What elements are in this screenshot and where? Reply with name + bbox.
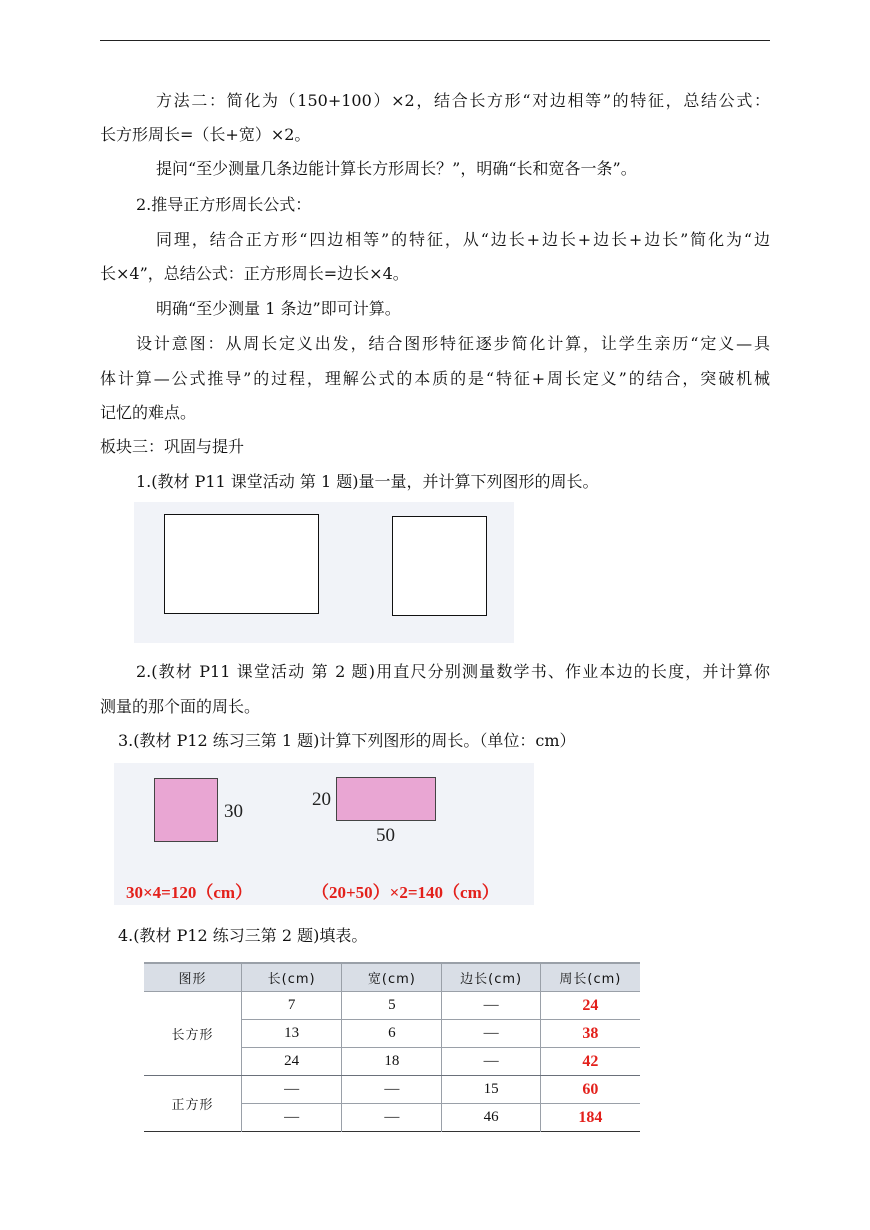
paragraph-square-formula: 长×4”，总结公式：正方形周长=边长×4。 [100, 264, 409, 283]
figure-perimeter-panel [114, 763, 534, 905]
shape-cell-square: 正方形 [144, 1076, 242, 1132]
cell-width: 5 [342, 992, 442, 1020]
pink-rectangle [336, 777, 436, 821]
pink-square [154, 778, 218, 842]
table-row [144, 1076, 640, 1104]
paragraph-method2: 方法二：简化为（150+100）×2，结合长方形“对边相等”的特征，总结公式： [156, 91, 770, 110]
section-heading: 板块三：巩固与提升 [100, 437, 245, 456]
answer-rect-perimeter: （20+50）×2=140（cm） [312, 883, 499, 902]
cell-side: — [442, 1048, 540, 1076]
header-perimeter: 周长(cm) [540, 963, 640, 992]
exercise-2-line1: 2.(教材 P11 课堂活动 第 2 题)用直尺分别测量数学书、作业本边的长度，并计算你 [136, 662, 770, 681]
cell-width: 6 [342, 1020, 442, 1048]
header-length: 长(cm) [242, 963, 342, 992]
rectangle-shape [164, 514, 319, 614]
cell-length: — [242, 1076, 342, 1104]
cell-perimeter: 38 [540, 1020, 640, 1048]
cell-width: — [342, 1076, 442, 1104]
header-shape: 图形 [144, 963, 242, 992]
header-side: 边长(cm) [442, 963, 540, 992]
cell-length: 24 [242, 1048, 342, 1076]
cell-side: — [442, 992, 540, 1020]
cell-perimeter: 24 [540, 992, 640, 1020]
cell-length: — [242, 1104, 342, 1132]
exercise-3: 3.(教材 P12 练习三第 1 题)计算下列图形的周长。（单位：cm） [118, 731, 576, 750]
rect-width-label: 20 [312, 789, 331, 810]
exercise-4: 4.(教材 P12 练习三第 2 题)填表。 [118, 926, 368, 945]
cell-side: — [442, 1020, 540, 1048]
table-header-row [144, 963, 640, 992]
cell-perimeter: 60 [540, 1076, 640, 1104]
answer-square-perimeter: 30×4=120（cm） [126, 883, 253, 902]
perimeter-table [144, 962, 640, 1132]
cell-side: 15 [442, 1076, 540, 1104]
cell-width: 18 [342, 1048, 442, 1076]
square-side-label: 30 [224, 801, 243, 822]
exercise-2-line2: 测量的那个面的周长。 [100, 697, 261, 716]
figure-measure-panel [134, 502, 514, 643]
cell-perimeter: 42 [540, 1048, 640, 1076]
paragraph-clarify: 明确“至少测量 1 条边”即可计算。 [156, 299, 401, 318]
shape-cell-rectangle: 长方形 [144, 992, 242, 1076]
paragraph-intent-2: 体计算—公式推导”的过程，理解公式的本质的是“特征+周长定义”的结合，突破机械 [100, 369, 770, 388]
cell-length: 13 [242, 1020, 342, 1048]
header-width: 宽(cm) [342, 963, 442, 992]
paragraph-heading-square: 2.推导正方形周长公式： [136, 195, 312, 214]
cell-width: — [342, 1104, 442, 1132]
table-row [144, 992, 640, 1020]
paragraph-intent-3: 记忆的难点。 [100, 403, 197, 422]
cell-perimeter: 184 [578, 1108, 603, 1126]
cell-length: 7 [242, 992, 342, 1020]
paragraph-intent-1: 设计意图：从周长定义出发，结合图形特征逐步简化计算，让学生亲历“定义—具 [136, 334, 770, 353]
cell-side: 46 [442, 1104, 540, 1132]
square-shape [392, 516, 487, 616]
paragraph-square-derivation: 同理，结合正方形“四边相等”的特征，从“边长+边长+边长+边长”简化为“边 [156, 230, 770, 249]
paragraph-rect-formula: 长方形周长=（长+宽）×2。 [100, 125, 311, 144]
header-rule [100, 40, 770, 41]
paragraph-question: 提问“至少测量几条边能计算长方形周长？”，明确“长和宽各一条”。 [156, 159, 637, 178]
exercise-1: 1.(教材 P11 课堂活动 第 1 题)量一量，并计算下列图形的周长。 [136, 472, 599, 491]
rect-length-label: 50 [376, 825, 395, 846]
